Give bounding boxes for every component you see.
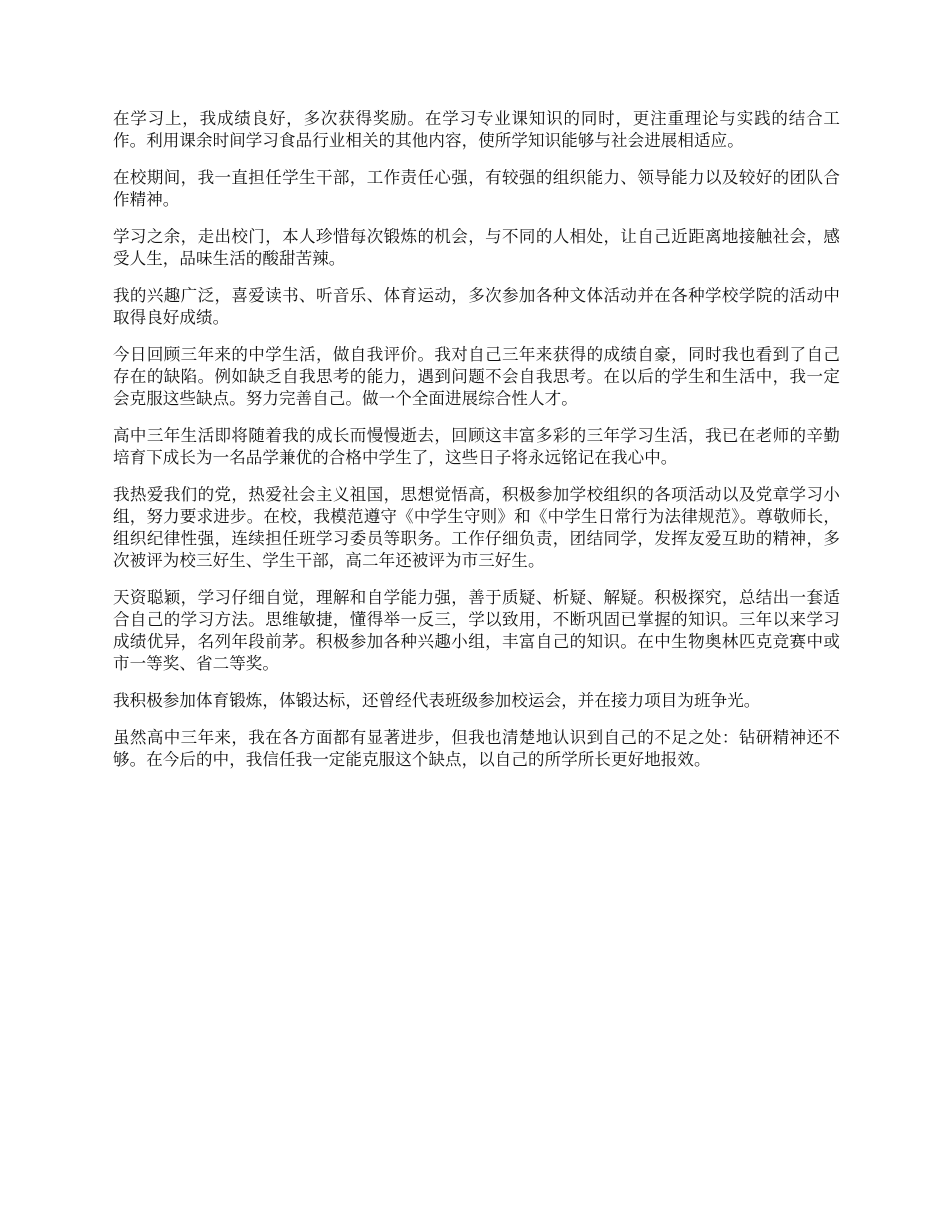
paragraph-ideology: 我热爱我们的党，热爱社会主义祖国，思想觉悟高，积极参加学校组织的各项活动以及党章学习小组，努力要求进步。在校，我模范遵守《中学生守则》和《中学生日常行为法律规范》。尊敬师长，组织纪律性强，连续担任班学习委员等职务。工作仔细负责，团结同学，发挥友爱互助的精神，多次被评为校三好生、学生干部，高二年还被评为市三好生。 (113, 485, 840, 570)
paragraph-sports: 我积极参加体育锻炼，体锻达标，还曾经代表班级参加校运会，并在接力项目为班争光。 (113, 691, 761, 710)
paragraph-academics: 在学习上，我成绩良好，多次获得奖励。在学习专业课知识的同时，更注重理论与实践的结合工作。利用课余时间学习食品行业相关的其他内容，使所学知识能够与社会进展相适应。 (113, 109, 840, 150)
paragraph-learning-ability: 天资聪颖，学习仔细自觉，理解和自学能力强，善于质疑、析疑、解疑。积极探究，总结出一套适合自己的学习方法。思维敏捷，懂得举一反三，学以致用，不断巩固已掌握的知识。三年以来学习成绩优异，名列年段前茅。积极参加各种兴趣小组，丰富自己的知识。在中生物奥林匹克竞赛中或市一等奖、省二等奖。 (113, 588, 840, 673)
paragraph-shortcomings: 虽然高中三年来，我在各方面都有显著进步，但我也清楚地认识到自己的不足之处：钻研精神还不够。在今后的中，我信任我一定能克服这个缺点，以自己的所学所长更好地报效。 (113, 728, 840, 769)
document-body (113, 108, 840, 786)
paragraph-social-practice: 学习之余，走出校门，本人珍惜每次锻炼的机会，与不同的人相处，让自己近距离地接触社会，感受人生，品味生活的酸甜苦辣。 (113, 227, 840, 268)
paragraph-hobbies: 我的兴趣广泛，喜爱读书、听音乐、体育运动，多次参加各种文体活动并在各种学校学院的活动中取得良好成绩。 (113, 286, 840, 327)
paragraph-student-leader: 在校期间，我一直担任学生干部，工作责任心强，有较强的组织能力、领导能力以及较好的团队合作精神。 (113, 168, 840, 209)
paragraph-high-school-life: 高中三年生活即将随着我的成长而慢慢逝去，回顾这丰富多彩的三年学习生活，我已在老师的辛勤培育下成长为一名品学兼优的合格中学生了，这些日子将永远铭记在我心中。 (113, 426, 840, 467)
paragraph-self-evaluation: 今日回顾三年来的中学生活，做自我评价。我对自己三年来获得的成绩自豪，同时我也看到了自己存在的缺陷。例如缺乏自我思考的能力，遇到问题不会自我思考。在以后的学生和生活中，我一定会克服这些缺点。努力完善自己。做一个全面进展综合性人才。 (113, 345, 840, 408)
